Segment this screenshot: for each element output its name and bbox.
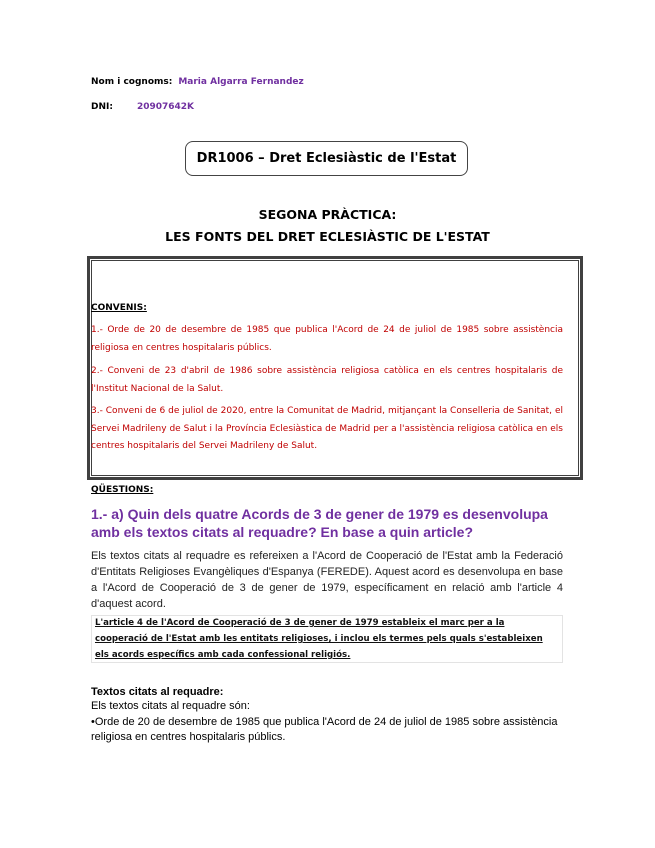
- convenis-heading: CONVENIS:: [91, 303, 147, 313]
- textos-bullet: •Orde de 20 de desembre de 1985 que publica l'Acord de 24 de juliol de 1985 sobre assistència religiosa en centres hospitalaris públics.: [91, 716, 558, 743]
- textos-intro: Els textos citats al requadre són:: [91, 700, 250, 712]
- conveni-item: 3.- Conveni de 6 de juliol de 2020, entre la Comunitat de Madrid, mitjançant la Conselleria de Sanitat, el Servei Madrileny de Salut i la Província Eclesiàstica de Madrid per a l'assistència religiosa catòlica en els centres hospitalaris del Servei Madrileny de Salut.: [91, 406, 563, 451]
- dni-field: [91, 102, 194, 112]
- practice-subtitle: LES FONTS DEL DRET ECLESIÀSTIC DE L'ESTAT: [165, 229, 490, 244]
- name-value: Maria Algarra Fernandez: [178, 77, 304, 87]
- dni-label: DNI:: [91, 102, 113, 112]
- textos-heading: Textos citats al requadre:: [91, 686, 224, 698]
- questions-heading: QÜESTIONS:: [91, 485, 154, 495]
- quote-text: L'article 4 de l'Acord de Cooperació de 3 de gener de 1979 estableix el marc per a la cooperació de l'Estat amb les entitats religioses, i inclou els termes pels quals s'estableixen els acords específics amb cada confessional religiós.: [95, 618, 543, 660]
- conveni-item: 1.- Orde de 20 de desembre de 1985 que publica l'Acord de 24 de juliol de 1985 sobre assistència religiosa en centres hospitalaris públics.: [91, 325, 563, 353]
- question-1: 1.- a) Quin dels quatre Acords de 3 de gener de 1979 es desenvolupa amb els textos citats al requadre? En base a quin article?: [91, 506, 548, 540]
- answer-paragraph: Els textos citats al requadre es refereixen a l'Acord de Cooperació de l'Estat amb la Federació d'Entitats Religioses Evangèliques d'Espanya (FEREDE). Aquest acord es desenvolupa en base a l'Acord de Cooperació de 3 de gener de 1979, específicament en relació amb l'article 4 d'aquest acord.: [91, 550, 563, 610]
- name-label: Nom i cognoms:: [91, 77, 173, 87]
- course-title: DR1006 – Dret Eclesiàstic de l'Estat: [196, 151, 457, 166]
- name-field: [91, 77, 304, 87]
- conveni-item: 2.- Conveni de 23 d'abril de 1986 sobre assistència religiosa catòlica en els centres hospitalaris de l'Institut Nacional de la Salut.: [91, 366, 563, 394]
- dni-value: 20907642K: [136, 102, 195, 112]
- course-title-box: [185, 141, 468, 176]
- practice-title: SEGONA PRÀCTICA:: [258, 207, 397, 222]
